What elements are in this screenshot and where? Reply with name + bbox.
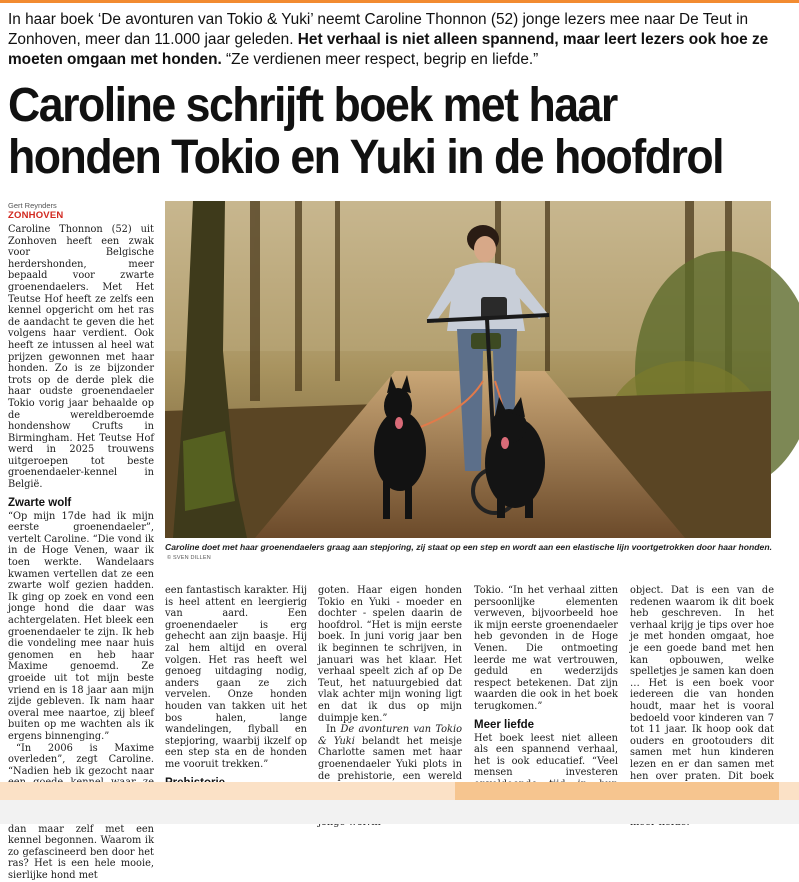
col4-paragraph-2: Het boek leest niet alleen als een spannend verhaal, het is ook educatief. “Veel mensen investeren [474, 732, 618, 779]
col1-paragraph-2: “Op mijn 17de had ik mijn eerste groenendaeler”, vertelt Caroline. “Die vond ik in de Hoge Venen, waar ik toen werkte. Wandelaars kwamen vertellen dat ze een zwarte wolf gezien hadden. Ik ging op zoek en vond een jonge hond die daar was achtergelaten. Het bleek een groenendaeler te zijn. Ik heb die vondeling mee naar huis genomen en heb haar Maxime genoemd. Ze groeide uit tot mijn beste vriend en is 18 jaar aan mijn zijde gebleven. Ik nam haar overal mee naartoe, zij bleef buiten op me wachten als ik ergens binnenging.” [8, 510, 154, 742]
headline: Caroline schrijft boek met haar honden Tokio en Yuki in de hoofdrol [8, 79, 724, 184]
photo-credit: © SVEN DILLEN [167, 555, 211, 561]
photo-caption: Caroline doet met haar groenendaelers graag aan stepjoring, zij staat op een step en wordt aan een elastische lijn voortgetrokken door haar honden. [165, 542, 772, 552]
intro-quote: “Ze verdienen meer respect, begrip en liefde.” [221, 51, 539, 68]
book-title: De avonturen van Tokio & Yuki [318, 724, 462, 747]
dateline: ZONHOVEN [8, 210, 64, 221]
byline: Gert Reynders [8, 201, 57, 210]
subheading-meer-liefde: Meer liefde [474, 718, 535, 731]
col1-paragraph-3: “In 2006 is Maxime overleden”, zegt Caroline. “Nadien heb ik gezocht naar dan maar zelf met een kennel begonnen. Waarom ik zo gefascineerd ben door het ras? Het is een hele mooie, sierlijke hond met [8, 742, 154, 882]
subheading-zwarte-wolf: Zwarte wolf [8, 496, 72, 509]
col5-paragraph-1: object. Dat is een van de redenen waarom ik dit boek heb geschreven. In het verhaal krijg je tips over hoe je met honden omgaat, hoe je een goede band met hen kan opbouwen, welke spelletjes je samen kan doen … Het is een boek voor iedereen die van honden houdt, maar het is vooral bedoeld voor kinderen van 7 tot 11 jaar. Ik hoop ook dat ouders en grootouders dit samen met hun kinderen lezen en er dan samen met hen over praten. Dit boek [630, 585, 774, 782]
footer-band-accent [455, 782, 779, 800]
col3-p2-lead: In [326, 724, 341, 736]
intro-bold: Het verhaal is niet alleen spannend, maar leert lezers ook hoe ze moeten omgaan met honden. [8, 31, 769, 68]
col2-paragraph-1: een fantastisch karakter. Hij is heel attent en leergierig van aard. Een groenendaeler is erg gehecht aan zijn baasje. Hij zal hem altijd en overal volgen. Het ras heeft wel genoeg uitdaging nodig, anders gaan ze zich vervelen. Onze honden houden van takken uit het bos halen, lange wandelingen, flyball en stepjoring, waarbij ikzelf op een step sta en de honden me vooruit trekken.” [165, 585, 307, 770]
col3-paragraph-1: goten. Haar eigen honden Tokio en Yuki - moeder en dochter - spelen daarin de hoofdrol. “Het is mijn eerste boek. In juni vorig jaar ben ik beginnen te schrijven, in januari was het klaar. Het verhaal speelt zich af op De Teut, het natuurgebied dat vlak achter mijn woning ligt en dat ik dus op mijn duimpje ken.” [318, 585, 462, 724]
col3-p2-rest: belandt het meisje Charlotte samen met haar groenendaeler Yuki plots in de prehistorie, een wereld [318, 735, 462, 782]
photo-illustration [165, 201, 771, 538]
col1-paragraph-1: Caroline Thonnon (52) uit Zonhoven heeft een zwak voor Belgische herdershonden, meer bepaald voor zwarte groenendaelers. Met Het Teutse Hof heeft ze zelfs een kennel opgericht om het ras de aandacht te geven die het volgens haar verdient. Ook heeft ze intussen al heel wat prijzen gewonnen met haar honden. Zo is ze bijzonder trots op de derde plek die haar oudste groenendaeler Tokio vorig jaar behaalde op de wereldberoemde hondenshow Crufts in Birmingham. Het Teutse Hof werd in 2025 trouwens uitgeroepen tot beste groenendaeler-kennel in België. [8, 224, 154, 491]
col4-paragraph-1: Tokio. “In het verhaal zitten persoonlijke elementen verweven, bijvoorbeeld hoe ik mijn eerste groenendaeler heb gevonden in de Hoge Venen. Die ontmoeting leerde me wat vertrouwen, geduld en wederzijds respect betekenen. Dat zijn waarden die ook in het boek terugkomen.” [474, 585, 618, 712]
article-intro [8, 10, 788, 70]
hero-photo [165, 201, 771, 538]
top-accent-rule [0, 0, 799, 3]
intro-text: In haar boek ‘De avonturen van Tokio & Yuki’ neemt Caroline Thonnon (52) jonge lezers mee naar De Teut in Zonhoven, meer dan 11.000 jaar geleden. [8, 11, 749, 48]
footer-strip [0, 800, 799, 824]
